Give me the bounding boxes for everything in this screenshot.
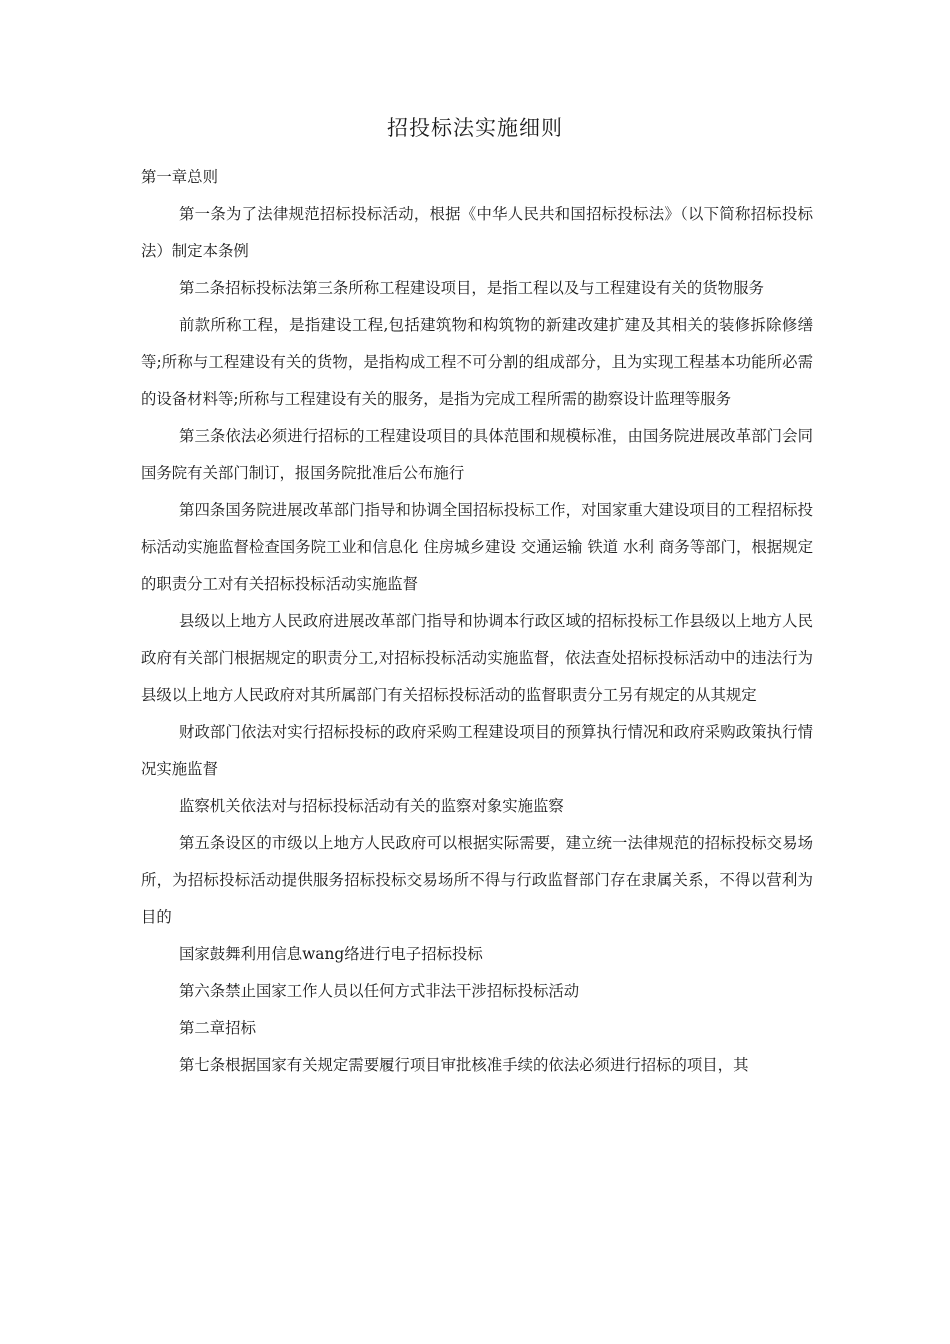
chapter-heading: 第二章招标 [179, 1019, 256, 1037]
paragraph: 第三条依法必须进行招标的工程建设项目的具体范围和规模标准，由国务院进展改革部门会同国务院有关部门制订，报国务院批准后公布施行 [141, 427, 813, 482]
paragraph: 县级以上地方人民政府进展改革部门指导和协调本行政区域的招标投标工作县级以上地方人民政府有关部门根据规定的职责分工,对招标投标活动实施监督，依法查处招标投标活动中的违法行为县级以上地方人民政府对其所属部门有关招标投标活动的监督职责分工另有规定的从其规定 [141, 612, 813, 704]
paragraph: 第六条禁止国家工作人员以任何方式非法干涉招标投标活动 [179, 982, 580, 1000]
paragraph: 第二条招标投标法第三条所称工程建设项目，是指工程以及与工程建设有关的货物服务 [179, 279, 764, 297]
document-body [141, 159, 813, 1084]
paragraph: 财政部门依法对实行招标投标的政府采购工程建设项目的预算执行情况和政府采购政策执行情况实施监督 [141, 723, 813, 778]
paragraph: 监察机关依法对与招标投标活动有关的监察对象实施监察 [179, 797, 564, 815]
paragraph: 第五条设区的市级以上地方人民政府可以根据实际需要，建立统一法律规范的招标投标交易场所，为招标投标活动提供服务招标投标交易场所不得与行政监督部门存在隶属关系，不得以营利为目的 [141, 834, 813, 926]
document-title: 招投标法实施细则 [387, 116, 563, 140]
paragraph: 国家鼓舞利用信息wang络进行电子招标投标 [179, 945, 483, 963]
paragraph: 第一条为了法律规范招标投标活动，根据《中华人民共和国招标投标法》（以下简称招标投标法）制定本条例 [141, 205, 813, 260]
paragraph: 第七条根据国家有关规定需要履行项目审批核准手续的依法必须进行招标的项目，其 [179, 1056, 749, 1074]
paragraph: 第四条国务院进展改革部门指导和协调全国招标投标工作，对国家重大建设项目的工程招标投标活动实施监督检查国务院工业和信息化 住房城乡建设 交通运输 铁道 水利 商务等部门，根据规定的职责分工对有关招标投标活动实施监督 [141, 501, 813, 593]
paragraph: 第一章总则 [141, 168, 218, 186]
paragraph: 前款所称工程，是指建设工程,包括建筑物和构筑物的新建改建扩建及其相关的装修拆除修缮等;所称与工程建设有关的货物，是指构成工程不可分割的组成部分，且为实现工程基本功能所必需的设备材料等;所称与工程建设有关的服务，是指为完成工程所需的勘察设计监理等服务 [141, 316, 813, 408]
